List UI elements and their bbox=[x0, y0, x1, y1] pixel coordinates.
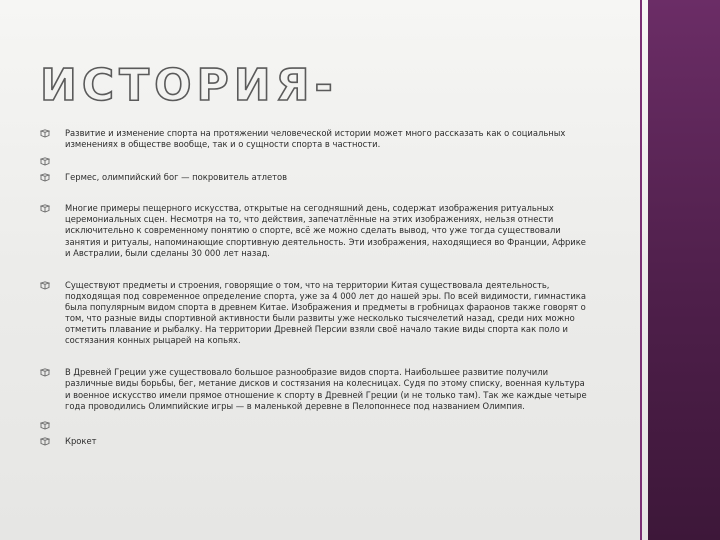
side-accent-bar bbox=[648, 0, 720, 540]
list-item bbox=[40, 420, 588, 431]
bullet-icon bbox=[40, 173, 50, 182]
list-item bbox=[40, 172, 588, 183]
item-text: В Древней Греции уже существовало большое разнообразие видов спорта. Наибольшее развитие получили различные виды борьбы, бег, метание дисков и состязания на колесницах. Судя по этому списку, военная культура и военное искусство имели прямое отношение к спорту в Древней Греции (и не только там). Так же каждые четыре года проводились Олимпийские игры — в маленькой деревне в Пелопоннесе под названием Олимпия. bbox=[65, 367, 587, 411]
bullet-icon bbox=[40, 204, 50, 213]
item-text: Крокет bbox=[65, 435, 97, 446]
list-item bbox=[40, 203, 588, 258]
list-item bbox=[40, 128, 588, 150]
list-item bbox=[40, 436, 588, 447]
list-item bbox=[40, 156, 588, 167]
bullet-icon bbox=[40, 129, 50, 138]
item-text: Существуют предметы и строения, говорящие о том, что на территории Китая существовала деятельность, подходящая под современное определение спорта, уже за 4 000 лет до нашей эры. По всей видимости, гимнастика была популярным видом спорта в древнем Китае. Изображения и предметы в гробницах фараонов также говорят о том, что разные виды спортивной активности были развиты уже несколько тысячелетий назад, среди них можно отметить плавание и рыбалку. На территории Древней Персии взяли своё начало такие виды спорта как поло и состязания конных рыцарей на копьях. bbox=[65, 279, 586, 346]
slide-title: ИСТОРИЯ- bbox=[40, 60, 338, 111]
bullet-icon bbox=[40, 368, 50, 377]
panel-divider bbox=[640, 0, 642, 540]
bullet-icon bbox=[40, 421, 50, 430]
bullet-list bbox=[40, 128, 588, 447]
bullet-icon bbox=[40, 437, 50, 446]
list-item bbox=[40, 367, 588, 411]
item-text: Гермес, олимпийский бог — покровитель атлетов bbox=[65, 172, 288, 183]
bullet-icon bbox=[40, 281, 50, 290]
item-text: Многие примеры пещерного искусства, открытые на сегодняшний день, содержат изображения ритуальных церемониальных сцен. Несмотря на то, что действия, запечатлённые на этих изображениях, нельзя отнести исключительно к современному понятию о спорте, всё же можно сделать вывод, что уже тогда существовали занятия и ритуалы, напоминающие спортивную деятельность. Эти изображения, находящиеся во Франции, Африке и Австралии, были сделаны 30 000 лет назад. bbox=[65, 203, 586, 258]
bullet-icon bbox=[40, 157, 50, 166]
list-item bbox=[40, 280, 588, 347]
item-text: Развитие и изменение спорта на протяжении человеческой истории может много рассказать как о социальных изменениях в обществе вообще, так и о сущности спорта в частности. bbox=[65, 128, 566, 150]
